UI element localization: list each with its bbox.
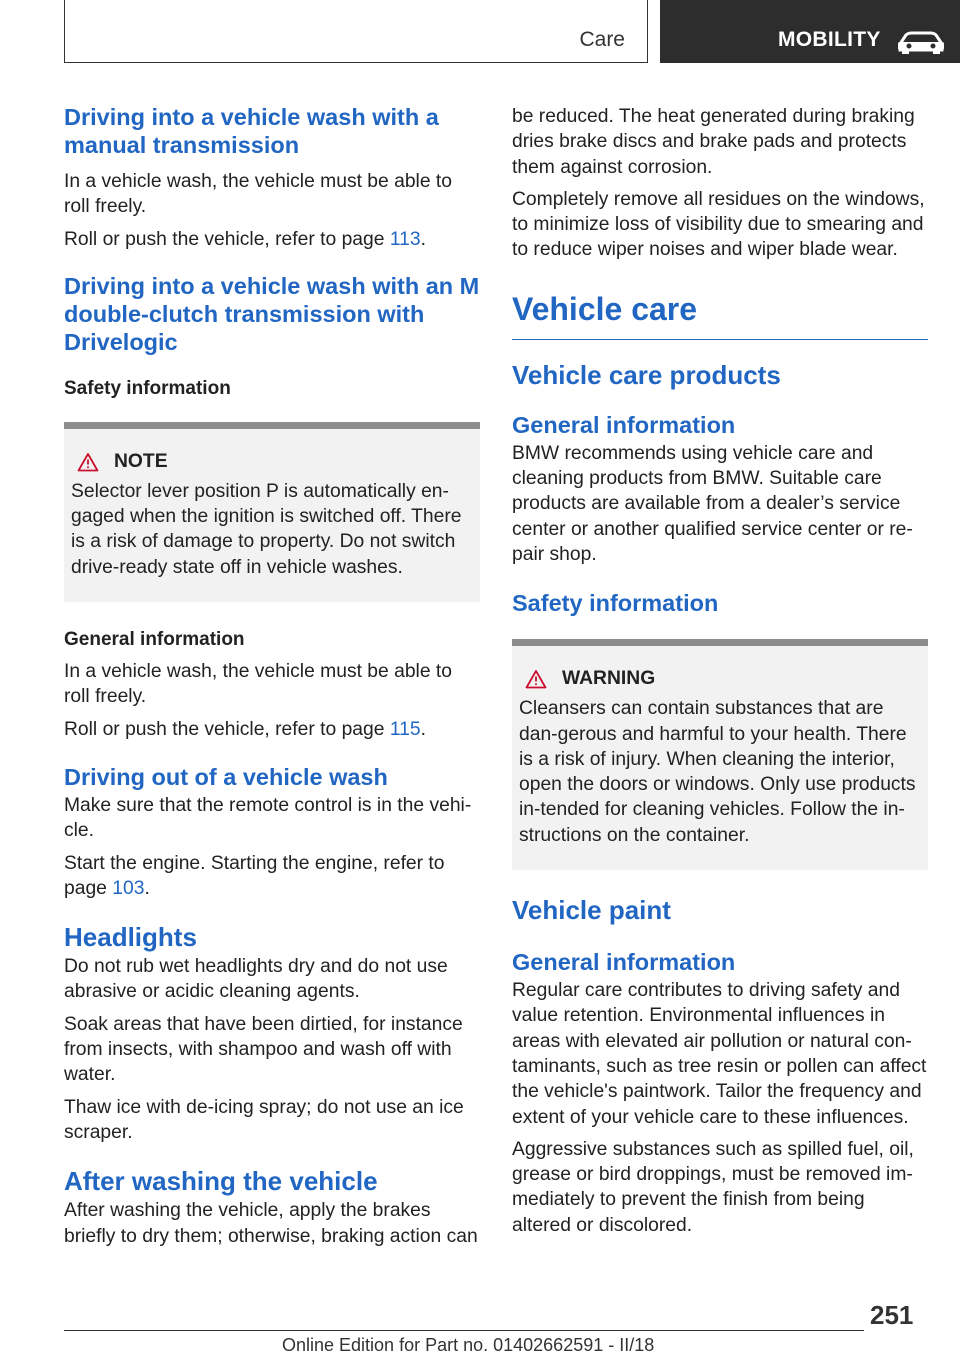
warning-text: Cleansers can contain substances that are dan-gerous and harmful to your health. There is a risk of injury. When cleaning the interior, open the doors or windows. Only use products in-tended for cleaning vehicles. Follow the in-structions on the container. <box>519 698 916 846</box>
paragraph: In a vehicle wash, the vehicle must be able to roll freely. <box>64 171 452 218</box>
paragraph: In a vehicle wash, the vehicle must be able to roll freely. <box>64 661 452 708</box>
heading-vehicle-care-products: Vehicle care products <box>512 359 781 390</box>
page-link[interactable]: 115 <box>389 718 421 740</box>
heading-driving-out: Driving out of a vehicle wash <box>64 763 388 790</box>
heading-general-information: General information <box>512 411 736 438</box>
paragraph: Make sure that the remote control is in the vehi-cle. <box>64 794 472 842</box>
heading-after-washing: After washing the vehicle <box>64 1166 378 1197</box>
heading-headlights: Headlights <box>64 922 197 953</box>
heading-vehicle-paint: Vehicle paint <box>512 895 671 926</box>
note-text: Selector lever position P is automatically en-gaged when the ignition is switched off. There is a risk of damage to property. Do not switch drive-ready state off in vehicle washes. <box>71 480 462 578</box>
header-left-box <box>64 0 648 63</box>
footer-divider <box>64 1330 864 1331</box>
page-number: 251 <box>870 1300 914 1330</box>
page-link[interactable]: 113 <box>389 228 421 250</box>
paragraph: Soak areas that have been dirtied, for instance from insects, with shampoo and wash off with water. <box>64 1013 463 1086</box>
heading-vehicle-care: Vehicle care <box>512 289 928 340</box>
paragraph: Thaw ice with de-icing spray; do not use an ice scraper. <box>64 1096 464 1143</box>
page-link[interactable]: 103 <box>112 877 145 899</box>
paragraph: Start the engine. Starting the engine, refer to page 103. <box>64 852 445 899</box>
right-column <box>512 100 928 1238</box>
paragraph: be reduced. The heat generated during braking dries brake discs and brake pads and protects them against corrosion. <box>512 106 915 178</box>
warning-box <box>512 639 928 870</box>
heading-general-information: General information <box>512 949 736 976</box>
paragraph: After washing the vehicle, apply the brakes briefly to dry them; otherwise, braking action can <box>64 1200 478 1247</box>
chapter-tab[interactable] <box>660 0 960 63</box>
warning-triangle-icon <box>525 669 547 689</box>
heading-manual-transmission: Driving into a vehicle wash with a manual transmission <box>64 104 439 158</box>
heading-mdct: Driving into a vehicle wash with an M double-clutch transmission with Drivelogic <box>64 272 480 355</box>
note-title: NOTE <box>71 451 470 473</box>
warning-triangle-icon <box>77 452 99 472</box>
paragraph: Roll or push the vehicle, refer to page 115. <box>64 718 426 740</box>
paragraph: Roll or push the vehicle, refer to page 113. <box>64 228 426 250</box>
paragraph: Do not rub wet headlights dry and do not use abrasive or acidic cleaning agents. <box>64 956 448 1003</box>
paragraph: BMW recommends using vehicle care and cleaning products from BMW. Suitable care products are available from a dealer’s service center or another qualified service center or re-pair shop. <box>512 442 913 565</box>
left-column <box>64 100 480 1249</box>
paragraph: Aggressive substances such as spilled fuel, oil, grease or bird droppings, must be removed im-mediately to prevent the finish from being altered or discolored. <box>512 1138 914 1236</box>
note-box <box>64 422 480 602</box>
paragraph: Completely remove all residues on the windows, to minimize loss of visibility due to smearing and to reduce wiper noises and wiper blade wear. <box>512 188 925 261</box>
section-title: Care <box>579 28 625 51</box>
chapter-title: MOBILITY <box>778 28 881 51</box>
car-icon <box>896 30 946 54</box>
edition-text: Online Edition for Part no. 01402662591 - II/18 <box>282 1335 655 1355</box>
warning-title: WARNING <box>519 668 918 690</box>
heading-safety-information: Safety information <box>512 590 719 617</box>
paragraph: Regular care contributes to driving safety and value retention. Environmental influences in areas with elevated air pollution or natural con-taminants, such as tree resin or pollen can affect the vehicle's paintwork. Tailor the frequency and extent of your vehicle care to these influences. <box>512 980 927 1128</box>
heading-safety-information: Safety information <box>64 377 231 399</box>
heading-general-information: General information <box>64 629 245 651</box>
